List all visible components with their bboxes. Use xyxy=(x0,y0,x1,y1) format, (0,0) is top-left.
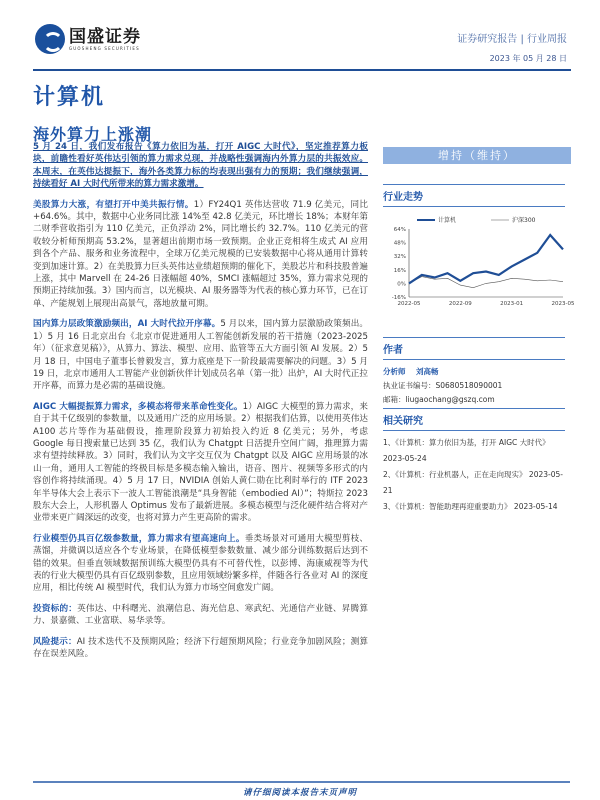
report-date: 2023 年 05 月 28 日 xyxy=(489,54,567,63)
paragraph xyxy=(33,318,368,392)
related-title: 2、《计算机：行业机器人，正在走向现实》 xyxy=(383,470,527,479)
trend-heading: 行业走势 xyxy=(383,184,565,207)
series-line xyxy=(409,235,563,283)
y-tick-label: 64% xyxy=(393,227,406,233)
series-line xyxy=(409,277,563,288)
related-item[interactable] xyxy=(383,467,571,499)
analyst-label: 分析师 xyxy=(383,367,406,376)
related-item[interactable] xyxy=(383,435,571,467)
paragraph-lead: 行业模型仍具百亿级参数量，算力需求有望高速向上。 xyxy=(33,533,245,544)
related-date: 2023-05-21 xyxy=(383,470,563,495)
paragraph xyxy=(33,636,368,661)
paragraph xyxy=(33,141,368,191)
related-item[interactable] xyxy=(383,499,571,515)
footer-disclaimer: 请仔细阅读本报告末页声明 xyxy=(242,788,357,798)
paragraph-lead: 5 月 24 日，我们发布报告《算力依旧为基，打开 AIGC 大时代》，坚定推荐算力板块，前瞻性看好英伟达引领的算力需求兑现，并战略性强调海内外算力层的共振效应。本周末，在英伟达提振下，海外各类算力标的均表现出强有力的预期；我们继续强调，持续看好 AI 大时代所带来的算力需求激增。 xyxy=(33,142,368,190)
paragraph-lead: 美股算力大涨，有望打开中美共振行情。 xyxy=(33,199,194,210)
rating-badge: 增持（维持） xyxy=(383,147,571,164)
x-tick-label: 2022-09 xyxy=(448,301,472,307)
paragraph-lead: 投资标的： xyxy=(33,603,78,614)
related-heading: 相关研究 xyxy=(383,408,565,431)
company-logo xyxy=(35,24,141,54)
x-tick-label: 2023-05 xyxy=(551,301,575,307)
paragraph xyxy=(33,533,368,595)
report-type: 证券研究报告 | 行业周报 xyxy=(457,34,567,45)
page-subtitle: 海外算力上涨潮 xyxy=(33,125,153,144)
analyst-line xyxy=(383,364,571,379)
page-title: 计算机 xyxy=(33,85,106,110)
email[interactable]: 邮箱：liugaochang@gszq.com xyxy=(383,395,495,404)
paragraph-body: 5 月以来，国内算力层激励政策频出。1）5 月 16 日北京出台《北京市促进通用人工智能创新发展的若干措施（2023-2025 年）（征求意见稿）》，从算力、算法、模型、应用、监管等五大方面引领 AI 发展。2）5 月 18 日，中国电子董事长曾毅发言，算力底座是下一阶段最需要解决的问题。3）5 月 19 日，北京市通用人工智能产业创新伙伴计划成员名单（第一批）出炉，AI 大时代正拉开序幕，而算力是必需的基础设施。 xyxy=(33,319,369,392)
logo-english: GUOSHENG SECURITIES xyxy=(69,45,140,51)
paragraph xyxy=(33,199,368,311)
report-meta xyxy=(457,30,567,64)
paragraph-body: AI 技术迭代不及预期风险；经济下行超预期风险；行业竞争加剧风险；测算存在误差风险。 xyxy=(33,636,368,660)
paragraph-body: 垂类场景对可通用大模型剪枝、蒸馏，并微调以适应各个专业场景，在降低模型参数数量、减少部分训练数据后达到不错的效果。但垂直领域数据预训练大模型仍具有不可替代性，以彭博、海康威视等为代表的行业大模型仍具有百亿级别参数，且应用领域纷繁多样，伴随各行各业对 AI 的深度应用，相比传统 AI 模型时代，我们认为算力市场空间愈发广阔。 xyxy=(33,533,368,594)
related-date: 2023-05-24 xyxy=(383,454,427,463)
paragraph-lead: 国内算力层政策激励频出，AI 大时代拉开序幕。 xyxy=(33,319,221,330)
paragraph-lead: 风险提示： xyxy=(33,636,77,647)
logo-icon xyxy=(35,24,65,54)
y-tick-label: 32% xyxy=(393,254,406,261)
paragraph-body: 英伟达、中科曙光、浪潮信息、海光信息、寒武纪、光通信产业链、昇腾算力、景嘉微、工业富联、易华录等。 xyxy=(33,603,368,627)
paragraph xyxy=(33,603,368,628)
related-list xyxy=(383,435,571,515)
paragraph-body: 1）AIGC 大模型的算力需求，来自于其千亿级别的参数量，以及通用广泛的应用场景。2）根据我们估算，以使用英伟达 A100 芯片等作为基础假设，推理阶段算力初始投入约近 8 亿美元；另外，考虑 Google 每日搜索量已达到 35 亿，我们认为 Chatgpt 日活提升空间广阔，推理算力需求有望持续释放。3）同时，我们认为文字交互仅为 Chatgpt 以及 AIGC 应用场景的冰山一角，通用人工智能的终极目标是多模态输入输出，语音、图片、视频等多形式的内容创作将持续涌现。4）5 月 17 日，NVIDIA 创始人黄仁勋在比利时举行的 ITF 2023 年半导体大会上表示下一波人工智能浪潮是“具身智能（embodied AI）”；特斯拉 2023 股东大会上，人形机器人 Optimus 发布了最新进展。多模态模型与泛化硬件结合将对产业带来更广阔深远的改变，也将对算力产生更高阶的需求。 xyxy=(33,401,368,524)
paragraph-body: 1）FY24Q1 英伟达营收 71.9 亿美元，同比+64.6%。其中，数据中心业务同比涨 14%至 42.8 亿美元，环比增长 18%；本财年第二财季营收指引为 110 亿美元，正负浮动 2%，同比增长约 32.7%。110 亿美元的营收较分析师预期高 53.2%，显著超出前期市场一致预期。企业正竞相将生成式 AI 应用到各个产品、服务和业务流程中，全球万亿美元规模的已安装数据中心将从通用计算转变到加速计算。2）在美股算力巨头英伟达业绩超预期的催化下，美股芯片和科技股普遍上涨，其中 Marvell 在 24-26 日涨幅超 40%，SMCI 涨幅超过 35%，算力需求兑现的预期正持续加强。3）国内而言，以光模块、AI 服务器等为代表的核心算力环节，已在订单、产能规划上展现出高景气，落地放量可期。 xyxy=(33,199,368,309)
y-tick-label: 48% xyxy=(393,240,406,247)
footer-divider xyxy=(33,781,570,783)
related-title: 3、《计算机：智能助理再迎重要助力》 xyxy=(383,502,512,511)
x-tick-label: 2022-05 xyxy=(397,301,421,307)
y-tick-label: 0% xyxy=(397,281,406,288)
header-divider xyxy=(33,69,571,71)
license-number: 执业证书编号：S0680518090001 xyxy=(383,381,503,390)
author-heading: 作者 xyxy=(383,337,565,360)
analyst-name: 刘高畅 xyxy=(415,367,439,376)
x-tick-label: 2023-01 xyxy=(500,301,524,307)
legend-label: 沪深300 xyxy=(512,217,536,224)
legend-label: 计算机 xyxy=(438,217,457,224)
paragraph-lead: AIGC 大幅提振算力需求，多模态将带来革命性变化。 xyxy=(33,401,243,412)
y-tick-label: 16% xyxy=(393,267,406,274)
y-tick-label: -16% xyxy=(391,295,406,301)
trend-chart xyxy=(383,213,575,313)
paragraph xyxy=(33,401,368,525)
related-title: 1、《计算机：算力依旧为基，打开 AIGC 大时代》 xyxy=(383,438,550,447)
main-text xyxy=(33,141,368,668)
logo-name: 国盛证券 xyxy=(69,26,141,47)
sidebar xyxy=(383,147,575,515)
related-date: 2023-05-14 xyxy=(513,502,558,511)
